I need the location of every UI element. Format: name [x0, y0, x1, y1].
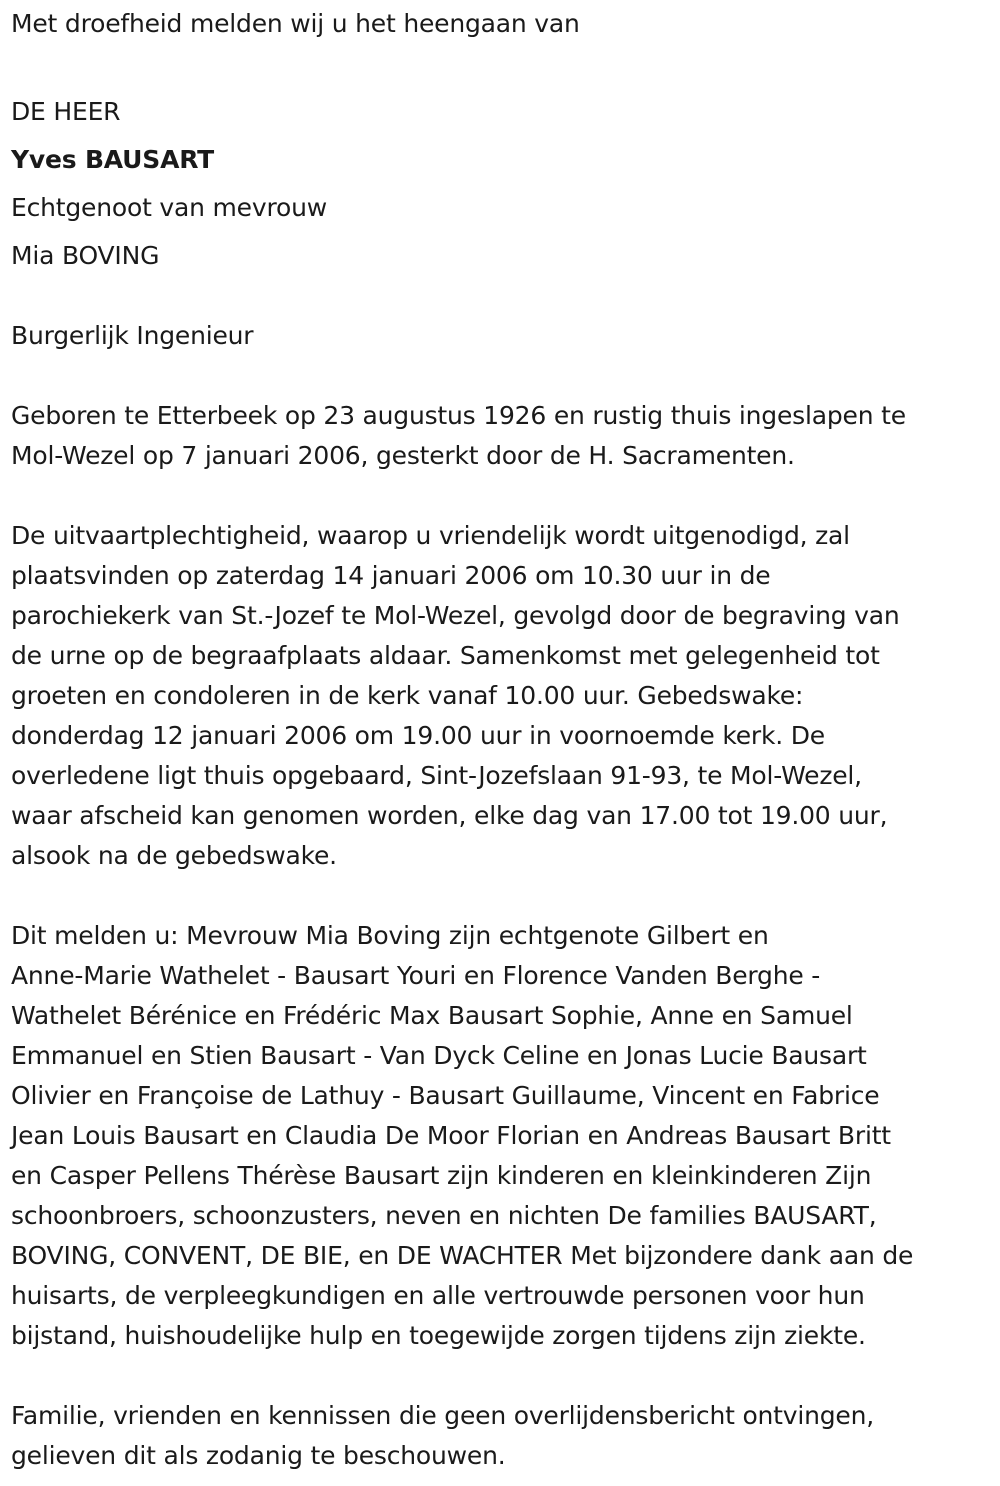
- spacer: [11, 132, 986, 140]
- closing-paragraph: [11, 1396, 986, 1476]
- spacer: [11, 876, 986, 916]
- spacer: [11, 52, 986, 92]
- paragraph-line: waar afscheid kan genomen worden, elke dag van 17.00 tot 19.00 uur,: [11, 801, 888, 830]
- spacer: [11, 276, 986, 316]
- paragraph-line: BOVING, CONVENT, DE BIE, en DE WACHTER Met bijzondere dank aan de: [11, 1241, 914, 1270]
- paragraph-line: parochiekerk van St.-Jozef te Mol-Wezel, gevolgd door de begraving van: [11, 601, 900, 630]
- paragraph-line: bijstand, huishoudelijke hulp en toegewijde zorgen tijdens zijn ziekte.: [11, 1321, 866, 1350]
- paragraph-line: en Casper Pellens Thérèse Bausart zijn kinderen en kleinkinderen Zijn: [11, 1161, 872, 1190]
- paragraph-line: overledene ligt thuis opgebaard, Sint-Jozefslaan 91-93, te Mol-Wezel,: [11, 761, 862, 790]
- family-paragraph: [11, 916, 986, 1356]
- spouse-name: Mia BOVING: [11, 241, 160, 270]
- paragraph-line: Olivier en Françoise de Lathuy - Bausart Guillaume, Vincent en Fabrice: [11, 1081, 880, 1110]
- spacer: [11, 228, 986, 236]
- paragraph-line: de urne op de begraafplaats aldaar. Samenkomst met gelegenheid tot: [11, 641, 880, 670]
- spouse-label: Echtgenoot van mevrouw: [11, 193, 327, 222]
- paragraph-line: Jean Louis Bausart en Claudia De Moor Florian en Andreas Bausart Britt: [11, 1121, 891, 1150]
- paragraph-line: Wathelet Bérénice en Frédéric Max Bausart Sophie, Anne en Samuel: [11, 1001, 853, 1030]
- spacer: [11, 180, 986, 188]
- paragraph-line: groeten en condoleren in de kerk vanaf 10.00 uur. Gebedswake:: [11, 681, 804, 710]
- deceased-name: Yves BAUSART: [11, 145, 215, 174]
- spacer: [11, 44, 986, 52]
- paragraph-line: Emmanuel en Stien Bausart - Van Dyck Celine en Jonas Lucie Bausart: [11, 1041, 867, 1070]
- honorific: DE HEER: [11, 97, 121, 126]
- paragraph-line: Mol-Wezel op 7 januari 2006, gesterkt door de H. Sacramenten.: [11, 441, 795, 470]
- spacer: [11, 476, 986, 516]
- paragraph-line: gelieven dit als zodanig te beschouwen.: [11, 1441, 506, 1470]
- spacer: [11, 356, 986, 396]
- paragraph-line: huisarts, de verpleegkundigen en alle vertrouwde personen voor hun: [11, 1281, 865, 1310]
- paragraph-line: alsook na de gebedswake.: [11, 841, 337, 870]
- paragraph-line: De uitvaartplechtigheid, waarop u vriendelijk wordt uitgenodigd, zal: [11, 521, 850, 550]
- profession: Burgerlijk Ingenieur: [11, 321, 254, 350]
- paragraph-line: Geboren te Etterbeek op 23 augustus 1926 en rustig thuis ingeslapen te: [11, 401, 906, 430]
- intro-line: Met droefheid melden wij u het heengaan van: [11, 9, 580, 38]
- paragraph-line: donderdag 12 januari 2006 om 19.00 uur in voornoemde kerk. De: [11, 721, 825, 750]
- paragraph-line: Familie, vrienden en kennissen die geen overlijdensbericht ontvingen,: [11, 1401, 875, 1430]
- funeral-paragraph: [11, 516, 986, 876]
- obituary-document: [11, 4, 986, 1476]
- paragraph-line: Anne-Marie Wathelet - Bausart Youri en Florence Vanden Berghe -: [11, 961, 821, 990]
- paragraph-line: plaatsvinden op zaterdag 14 januari 2006 om 10.30 uur in de: [11, 561, 771, 590]
- spacer: [11, 1356, 986, 1396]
- paragraph-line: schoonbroers, schoonzusters, neven en nichten De families BAUSART,: [11, 1201, 877, 1230]
- birth-death-paragraph: [11, 396, 986, 476]
- paragraph-line: Dit melden u: Mevrouw Mia Boving zijn echtgenote Gilbert en: [11, 921, 769, 950]
